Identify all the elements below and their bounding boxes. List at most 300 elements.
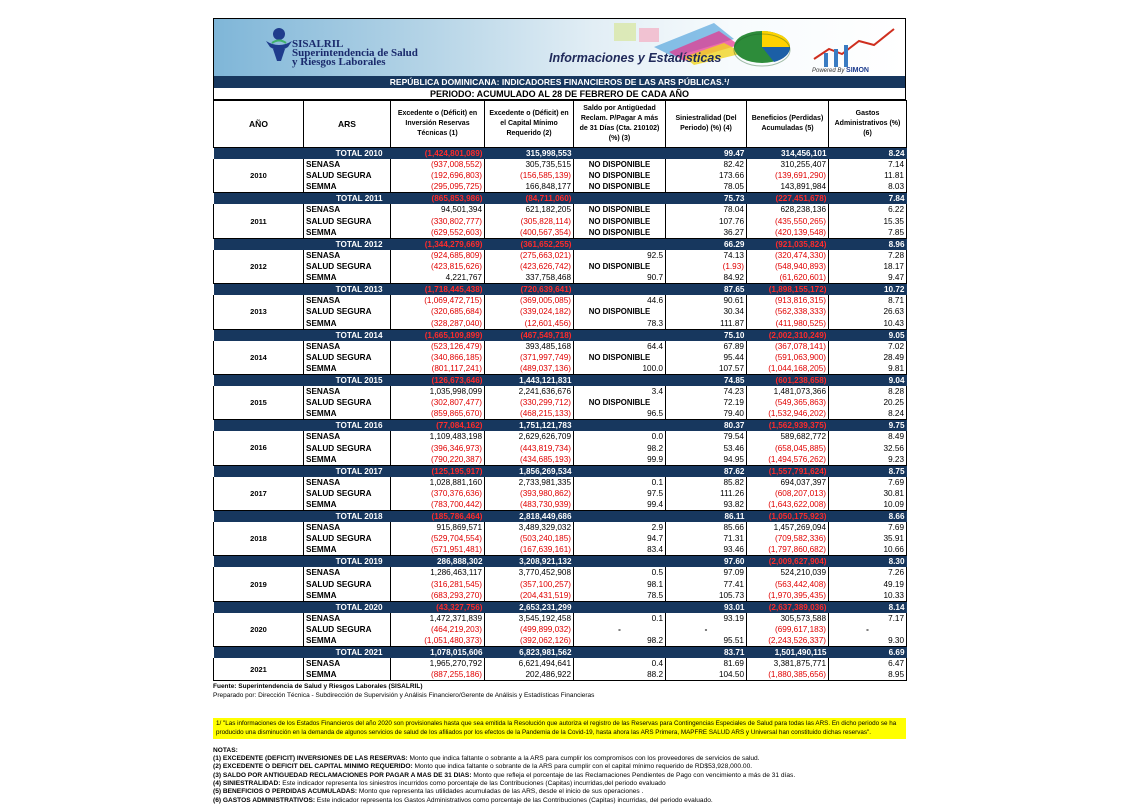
data-cell: NO DISPONIBLE [574, 352, 666, 363]
data-cell: 202,486,922 [485, 669, 574, 681]
data-cell: 9.47 [829, 272, 907, 284]
table-row [214, 341, 907, 352]
data-cell: (396,346,973) [391, 442, 485, 453]
data-cell: 0.5 [574, 567, 666, 578]
data-cell: (139,691,290) [747, 170, 829, 181]
note-label: (2) EXCEDENTE O DEFICIT DEL CAPITAL MINIMO REQUERIDO: [213, 763, 413, 771]
data-cell: 2,241,636,676 [485, 386, 574, 397]
data-cell: (887,255,186) [391, 669, 485, 681]
data-cell: (529,704,554) [391, 533, 485, 544]
total-cell: 80.37 [666, 420, 747, 432]
data-cell: 92.5 [574, 250, 666, 261]
total-cell: (361,652,255) [485, 238, 574, 250]
ars-name: SENASA [304, 431, 391, 442]
note-text: Monto que representa las utilidades acumuladas de las ARS, desde el inicio de sus operaciones . [357, 788, 644, 796]
data-cell: 18.17 [829, 261, 907, 272]
data-cell: (330,802,777) [391, 216, 485, 227]
total-cell: 9.05 [829, 329, 907, 341]
table-row [214, 397, 907, 408]
data-cell: (562,338,333) [747, 306, 829, 317]
total-cell [574, 465, 666, 477]
total-cell: (125,195,917) [391, 465, 485, 477]
ars-name: SEMMA [304, 544, 391, 556]
data-cell: (563,442,408) [747, 579, 829, 590]
data-cell: 0.4 [574, 658, 666, 669]
data-cell: (549,365,863) [747, 397, 829, 408]
total-label: TOTAL 2018 [214, 511, 391, 523]
table-row [214, 261, 907, 272]
data-cell: (1,069,472,715) [391, 295, 485, 306]
total-row [214, 647, 907, 659]
data-cell: 15.35 [829, 216, 907, 227]
ars-name: SENASA [304, 522, 391, 533]
table-row [214, 363, 907, 375]
data-cell: 305,735,515 [485, 159, 574, 170]
total-label: TOTAL 2014 [214, 329, 391, 341]
data-cell: 78.05 [666, 181, 747, 193]
data-cell: 8.95 [829, 669, 907, 681]
data-cell: (483,730,939) [485, 499, 574, 511]
data-cell: (1,643,622,008) [747, 499, 829, 511]
total-row [214, 420, 907, 432]
data-cell: 915,869,571 [391, 522, 485, 533]
data-cell: - [829, 624, 907, 635]
total-cell [574, 420, 666, 432]
data-cell: (305,828,114) [485, 216, 574, 227]
table-row [214, 442, 907, 453]
data-cell: 4,221,767 [391, 272, 485, 284]
total-cell: (2,002,310,249) [747, 329, 829, 341]
data-cell: 98.2 [574, 442, 666, 453]
data-cell: (371,997,749) [485, 352, 574, 363]
data-cell: 0.1 [574, 477, 666, 488]
total-cell: 75.73 [666, 193, 747, 205]
data-cell: 7.85 [829, 227, 907, 239]
total-cell: (1,557,791,624) [747, 465, 829, 477]
table-row [214, 159, 907, 170]
total-cell: 286,888,302 [391, 556, 485, 568]
total-label: TOTAL 2020 [214, 601, 391, 613]
table-row [214, 590, 907, 602]
data-cell: 1,035,998,099 [391, 386, 485, 397]
data-cell: (392,062,126) [485, 635, 574, 647]
year-cell: 2010 [214, 159, 304, 193]
total-cell: (1,562,939,375) [747, 420, 829, 432]
brand-line: Superintendencia de Salud [292, 47, 418, 59]
data-cell: (330,299,712) [485, 397, 574, 408]
data-cell: (275,663,021) [485, 250, 574, 261]
report-period: PERIODO: ACUMULADO AL 28 DE FEBRERO DE CADA AÑO [213, 88, 906, 100]
data-cell: (1,532,946,202) [747, 408, 829, 420]
data-cell: (339,024,182) [485, 306, 574, 317]
table-row [214, 658, 907, 669]
data-cell: 694,037,397 [747, 477, 829, 488]
data-cell: 173.66 [666, 170, 747, 181]
data-cell: 3,489,329,032 [485, 522, 574, 533]
data-cell: (1,051,480,373) [391, 635, 485, 647]
ars-name: SEMMA [304, 181, 391, 193]
ars-name: SENASA [304, 204, 391, 215]
total-cell [574, 556, 666, 568]
data-cell: 93.82 [666, 499, 747, 511]
data-cell: 8.28 [829, 386, 907, 397]
total-cell: 86.11 [666, 511, 747, 523]
data-cell: 337,758,468 [485, 272, 574, 284]
data-cell: 98.1 [574, 579, 666, 590]
table-row [214, 306, 907, 317]
source-line: Fuente: Superintendencia de Salud y Riesgos Laborales (SISALRIL) [213, 683, 423, 691]
total-cell: (1,898,155,172) [747, 284, 829, 296]
data-cell: 85.66 [666, 522, 747, 533]
year-cell: 2014 [214, 341, 304, 375]
data-cell: (924,685,809) [391, 250, 485, 261]
data-cell: 107.57 [666, 363, 747, 375]
data-cell: (357,100,257) [485, 579, 574, 590]
ars-name: SEMMA [304, 227, 391, 239]
table-body [214, 148, 907, 681]
ars-name: SEMMA [304, 454, 391, 466]
total-row [214, 511, 907, 523]
banner-info-title: Informaciones y Estadísticas [549, 51, 722, 65]
data-cell: (370,376,636) [391, 488, 485, 499]
total-cell: (185,786,464) [391, 511, 485, 523]
total-row [214, 284, 907, 296]
ars-name: SEMMA [304, 590, 391, 602]
data-cell: (658,045,885) [747, 442, 829, 453]
table-row [214, 204, 907, 215]
table-row [214, 408, 907, 420]
total-label: TOTAL 2021 [214, 647, 391, 659]
total-label: TOTAL 2015 [214, 374, 391, 386]
data-cell: 8.71 [829, 295, 907, 306]
total-cell: (1,344,279,669) [391, 238, 485, 250]
col-header: ARS [304, 101, 391, 148]
table-row [214, 477, 907, 488]
total-cell: 3,208,921,132 [485, 556, 574, 568]
data-cell: (629,552,603) [391, 227, 485, 239]
col-header: Beneficios (Perdidas) Acumuladas (5) [747, 101, 829, 148]
total-cell: (2,637,389,036) [747, 601, 829, 613]
data-cell: 111.26 [666, 488, 747, 499]
data-cell: (367,078,141) [747, 341, 829, 352]
data-cell: (320,474,330) [747, 250, 829, 261]
ars-name: SALUD SEGURA [304, 397, 391, 408]
brand-line: y Riesgos Laborales [292, 56, 386, 68]
banner [213, 18, 906, 76]
data-cell: 77.41 [666, 579, 747, 590]
note-item [213, 797, 906, 805]
data-cell: 94,501,394 [391, 204, 485, 215]
year-cell: 2020 [214, 613, 304, 647]
table-row [214, 216, 907, 227]
total-cell [574, 148, 666, 160]
total-cell [574, 329, 666, 341]
table-row [214, 227, 907, 239]
total-row [214, 238, 907, 250]
data-cell: 10.09 [829, 499, 907, 511]
ars-name: SALUD SEGURA [304, 624, 391, 635]
year-cell: 2011 [214, 204, 304, 238]
data-cell: 9.81 [829, 363, 907, 375]
data-cell: 82.42 [666, 159, 747, 170]
total-cell [574, 238, 666, 250]
total-label: TOTAL 2013 [214, 284, 391, 296]
data-cell: 9.23 [829, 454, 907, 466]
data-cell: (12,601,456) [485, 318, 574, 330]
data-cell: 10.43 [829, 318, 907, 330]
data-cell: 3.4 [574, 386, 666, 397]
data-cell: 79.40 [666, 408, 747, 420]
ars-name: SEMMA [304, 669, 391, 681]
data-cell: 84.92 [666, 272, 747, 284]
note-item [213, 780, 906, 788]
table-row [214, 181, 907, 193]
data-cell: 1,472,371,839 [391, 613, 485, 624]
data-cell: 88.2 [574, 669, 666, 681]
data-cell: 32.56 [829, 442, 907, 453]
total-cell: 74.85 [666, 374, 747, 386]
total-cell: 2,653,231,299 [485, 601, 574, 613]
data-cell: 6.22 [829, 204, 907, 215]
data-cell: (913,816,315) [747, 295, 829, 306]
data-cell: 71.31 [666, 533, 747, 544]
total-row [214, 465, 907, 477]
data-cell: 107.76 [666, 216, 747, 227]
data-cell: 85.82 [666, 477, 747, 488]
data-cell: NO DISPONIBLE [574, 181, 666, 193]
data-cell: 11.81 [829, 170, 907, 181]
total-cell: 1,078,015,606 [391, 647, 485, 659]
data-cell: (423,815,626) [391, 261, 485, 272]
total-cell: 8.96 [829, 238, 907, 250]
data-cell: 99.4 [574, 499, 666, 511]
data-cell: 90.61 [666, 295, 747, 306]
data-cell: (411,980,525) [747, 318, 829, 330]
data-cell: 7.69 [829, 477, 907, 488]
data-cell: NO DISPONIBLE [574, 204, 666, 215]
col-header: Gastos Administrativos (%) (6) [829, 101, 907, 148]
total-cell: (77,084,162) [391, 420, 485, 432]
total-cell [574, 193, 666, 205]
data-cell: 621,182,205 [485, 204, 574, 215]
notes-section [213, 747, 906, 805]
data-cell: 93.46 [666, 544, 747, 556]
powered-label: Powered By [812, 68, 845, 74]
table-row [214, 579, 907, 590]
data-cell: 64.4 [574, 341, 666, 352]
total-cell: (1,424,801,089) [391, 148, 485, 160]
col-header: Saldo por Antigüedad Reclam. P/Pagar A más de 31 Días (Cta. 210102) (%) (3) [574, 101, 666, 148]
total-cell: (921,035,824) [747, 238, 829, 250]
total-cell: 87.62 [666, 465, 747, 477]
data-cell: (328,287,040) [391, 318, 485, 330]
total-label: TOTAL 2011 [214, 193, 391, 205]
prepared-line: Preparado por: Dirección Técnica - Subdirección de Supervisión y Análisis Financiero/Gerente de Análisis y Estadísticas Financieras [213, 692, 595, 700]
total-cell: 6.69 [829, 647, 907, 659]
year-cell: 2013 [214, 295, 304, 329]
data-cell: 10.66 [829, 544, 907, 556]
data-cell: (340,866,185) [391, 352, 485, 363]
total-row [214, 556, 907, 568]
ars-name: SENASA [304, 477, 391, 488]
data-cell: (937,008,552) [391, 159, 485, 170]
total-cell [574, 374, 666, 386]
data-cell: 74.23 [666, 386, 747, 397]
data-cell: 2.9 [574, 522, 666, 533]
table-header-row [214, 101, 907, 148]
data-cell: 9.30 [829, 635, 907, 647]
data-cell: (393,980,862) [485, 488, 574, 499]
note-text: Este indicador representa los Gastos Administrativos como porcentaje de las Contribuciones (Capitas) incurridas, del periodo evaluado. [315, 796, 713, 804]
data-cell: - [574, 624, 666, 635]
data-cell: 104.50 [666, 669, 747, 681]
note-text: Monto que refleja el porcentaje de las Reclamaciones Pendientes de Pago con vencimiento a más de 31 días. [471, 771, 796, 779]
data-cell: 166,848,177 [485, 181, 574, 193]
total-cell: (720,639,641) [485, 284, 574, 296]
data-cell: 1,109,483,198 [391, 431, 485, 442]
data-cell: (591,063,900) [747, 352, 829, 363]
data-cell: 3,381,875,771 [747, 658, 829, 669]
note-label: (5) BENEFICIOS O PERDIDAS ACUMULADAS: [213, 788, 358, 796]
data-cell: 628,238,136 [747, 204, 829, 215]
data-cell: 20.25 [829, 397, 907, 408]
data-cell: (320,685,684) [391, 306, 485, 317]
total-cell: 1,443,121,831 [485, 374, 574, 386]
data-cell: 6.47 [829, 658, 907, 669]
note-item [213, 755, 906, 763]
data-cell: (167,639,161) [485, 544, 574, 556]
table-row [214, 454, 907, 466]
data-cell: 96.5 [574, 408, 666, 420]
data-cell: 72.19 [666, 397, 747, 408]
data-cell: 2,733,981,335 [485, 477, 574, 488]
data-cell: (1,797,860,682) [747, 544, 829, 556]
data-cell: 30.34 [666, 306, 747, 317]
col-header: Excedente o (Déficit) en el Capital Mínimo Requerido (2) [485, 101, 574, 148]
total-cell: 2,818,449,686 [485, 511, 574, 523]
table-row [214, 318, 907, 330]
table-row [214, 352, 907, 363]
data-cell: 44.6 [574, 295, 666, 306]
total-cell: (84,711,060) [485, 193, 574, 205]
ars-name: SEMMA [304, 318, 391, 330]
total-row [214, 148, 907, 160]
data-cell: 79.54 [666, 431, 747, 442]
data-cell: (608,207,013) [747, 488, 829, 499]
data-cell: 589,682,772 [747, 431, 829, 442]
data-cell: (400,567,354) [485, 227, 574, 239]
ars-name: SALUD SEGURA [304, 261, 391, 272]
table-row [214, 567, 907, 578]
total-cell: 7.84 [829, 193, 907, 205]
total-cell [574, 284, 666, 296]
data-cell: (423,626,742) [485, 261, 574, 272]
data-cell: 0.0 [574, 431, 666, 442]
year-cell: 2017 [214, 477, 304, 511]
total-cell: 10.72 [829, 284, 907, 296]
total-cell: 6,823,981,562 [485, 647, 574, 659]
data-cell: 7.02 [829, 341, 907, 352]
data-cell: 1,028,881,160 [391, 477, 485, 488]
data-cell: (523,126,479) [391, 341, 485, 352]
data-cell: 143,891,984 [747, 181, 829, 193]
table-row [214, 499, 907, 511]
total-cell: 8.66 [829, 511, 907, 523]
data-cell: NO DISPONIBLE [574, 306, 666, 317]
notes-heading: NOTAS: [213, 746, 238, 754]
table-row [214, 488, 907, 499]
ars-name: SEMMA [304, 363, 391, 375]
note-text: Monto que indica faltante o sobrante de la ARS para cumplir con el capital mínimo requerido de RD$53,928,000.00. [412, 763, 753, 771]
total-cell: 75.10 [666, 329, 747, 341]
data-cell: 83.4 [574, 544, 666, 556]
ars-name: SALUD SEGURA [304, 442, 391, 453]
data-cell: 8.03 [829, 181, 907, 193]
data-cell: 0.1 [574, 613, 666, 624]
ars-name: SALUD SEGURA [304, 216, 391, 227]
brand-line: SISALRIL [292, 38, 344, 50]
data-cell: (859,865,670) [391, 408, 485, 420]
ars-name: SEMMA [304, 272, 391, 284]
data-cell: 111.87 [666, 318, 747, 330]
data-cell: 74.13 [666, 250, 747, 261]
total-row [214, 601, 907, 613]
total-cell: 97.60 [666, 556, 747, 568]
year-cell: 2019 [214, 567, 304, 601]
ars-name: SALUD SEGURA [304, 488, 391, 499]
data-cell: 1,481,073,366 [747, 386, 829, 397]
table-row [214, 624, 907, 635]
total-cell: 8.30 [829, 556, 907, 568]
data-cell: (503,240,185) [485, 533, 574, 544]
total-row [214, 374, 907, 386]
powered-by [812, 67, 869, 74]
total-cell: 315,998,553 [485, 148, 574, 160]
total-cell [574, 647, 666, 659]
ars-name: SEMMA [304, 499, 391, 511]
total-cell: 93.01 [666, 601, 747, 613]
data-cell: (295,095,725) [391, 181, 485, 193]
data-cell: 2,629,626,709 [485, 431, 574, 442]
table-row [214, 522, 907, 533]
total-cell: 83.71 [666, 647, 747, 659]
data-cell: (709,582,336) [747, 533, 829, 544]
table-footer [213, 682, 906, 700]
year-cell: 2018 [214, 522, 304, 556]
data-cell: (783,700,442) [391, 499, 485, 511]
data-cell: (1,880,385,656) [747, 669, 829, 681]
data-cell: NO DISPONIBLE [574, 216, 666, 227]
total-cell: 66.29 [666, 238, 747, 250]
total-label: TOTAL 2016 [214, 420, 391, 432]
total-cell: (467,549,718) [485, 329, 574, 341]
ars-name: SEMMA [304, 408, 391, 420]
data-cell: (464,219,203) [391, 624, 485, 635]
note-label: (1) EXCEDENTE (DEFICIT) INVERSIONES DE LAS RESERVAS: [213, 755, 408, 763]
total-cell: (1,665,109,899) [391, 329, 485, 341]
data-cell: 90.7 [574, 272, 666, 284]
table-row [214, 544, 907, 556]
total-cell: (1,718,445,438) [391, 284, 485, 296]
total-label: TOTAL 2019 [214, 556, 391, 568]
data-cell: (801,117,241) [391, 363, 485, 375]
data-cell: NO DISPONIBLE [574, 227, 666, 239]
ars-name: SENASA [304, 567, 391, 578]
table-row [214, 170, 907, 181]
total-cell: (43,327,756) [391, 601, 485, 613]
data-cell: (1,970,395,435) [747, 590, 829, 602]
data-cell: 8.49 [829, 431, 907, 442]
